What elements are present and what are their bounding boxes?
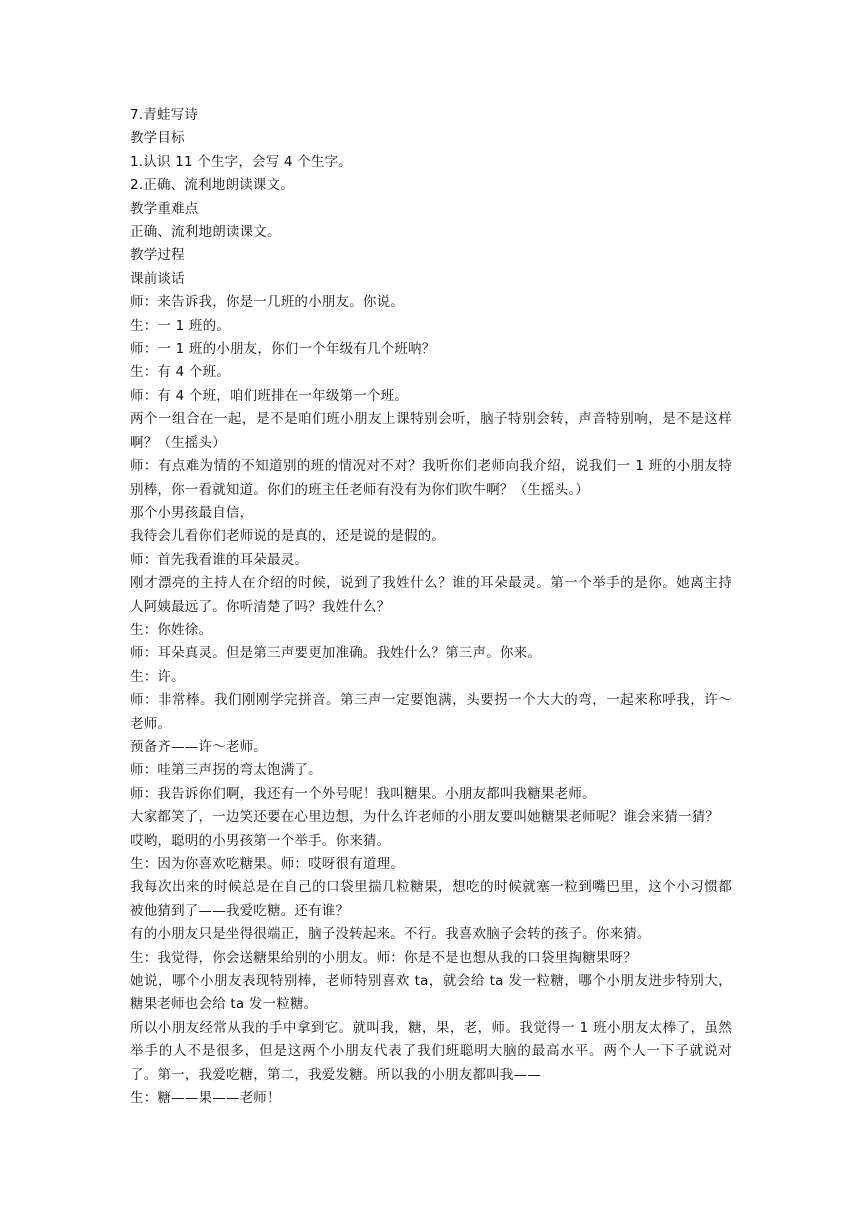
paragraph: 生：我觉得，你会送糖果给别的小朋友。师：你是不是也想从我的口袋里掏糖果呀？ (130, 949, 637, 966)
paragraph: 生：因为你喜欢吃糖果。师：哎呀很有道理。 (130, 856, 404, 872)
paragraph: 课前谈话 (130, 270, 185, 287)
paragraph: 生：许。 (130, 668, 185, 685)
paragraph: 教学重难点 (130, 200, 199, 217)
paragraph: 我每次出来的时候总是在自己的口袋里揣几粒糖果，想吃的时候就塞一粒到嘴巴里，这个小习惯都被他猜到了——我爱吃糖。还有谁？ (130, 879, 732, 919)
paragraph: 生：糖——果——老师！ (130, 1090, 281, 1107)
paragraph: 师：我告诉你们啊，我还有一个外号呢！我叫糖果。小朋友都叫我糖果老师。 (130, 785, 596, 802)
paragraph: 师：耳朵真灵。但是第三声要更加准确。我姓什么？第三声。你来。 (130, 645, 541, 662)
paragraph: 大家都笑了，一边笑还要在心里边想，为什么许老师的小朋友要叫她糖果老师呢？谁会来猜一猜？ (130, 809, 720, 826)
paragraph: 生：你姓徐。 (130, 621, 213, 638)
document-body (130, 104, 732, 1110)
paragraph: 生：一 1 班的。 (130, 317, 230, 334)
paragraph: 她说，哪个小朋友表现特别棒，老师特别喜欢 ta，就会给 ta 发一粒糖，哪个小朋友进步特别大，糖果老师也会给 ta 发一粒糖。 (130, 973, 732, 1013)
paragraph: 师：首先我看谁的耳朵最灵。 (130, 551, 309, 568)
paragraph: 师：一 1 班的小朋友，你们一个年级有几个班呐？ (130, 341, 436, 358)
paragraph: 所以小朋友经常从我的手中拿到它。就叫我，糖，果，老，师。我觉得一 1 班小朋友太棒了，虽然举手的人不是很多，但是这两个小朋友代表了我们班聪明大脑的最高水平。两个人一下子就说对了。第一，我爱吃糖，第二，我爱发糖。所以我的小朋友都叫我—— (130, 1019, 732, 1083)
paragraph: 教学过程 (130, 247, 185, 264)
document-title: 7.青蛙写诗 (130, 107, 199, 123)
paragraph: 有的小朋友只是坐得很端正，脑子没转起来。不行。我喜欢脑子会转的孩子。你来猜。 (130, 926, 651, 943)
paragraph: 生：有 4 个班。 (130, 364, 230, 381)
paragraph: 师：有 4 个班，咱们班排在一年级第一个班。 (130, 387, 409, 404)
paragraph: 教学目标 (130, 130, 185, 147)
paragraph: 预备齐——许～老师。 (130, 738, 267, 755)
paragraph: 师：非常棒。我们刚刚学完拼音。第三声一定要饱满，头要拐一个大大的弯，一起来称呼我，许～老师。 (130, 692, 732, 732)
paragraph: 师：哇第三声拐的弯太饱满了。 (130, 762, 322, 779)
paragraph: 我待会儿看你们老师说的是真的，还是说的是假的。 (130, 528, 446, 545)
paragraph: 哎哟，聪明的小男孩第一个举手。你来猜。 (130, 832, 391, 849)
paragraph: 1.认识 11 个生字，会写 4 个生字。 (130, 153, 353, 170)
paragraph: 正确、流利地朗读课文。 (130, 224, 281, 241)
paragraph: 2.正确、流利地朗读课文。 (130, 177, 294, 194)
paragraph: 那个小男孩最自信， (130, 504, 254, 521)
paragraph: 两个一组合在一起，是不是咱们班小朋友上课特别会听，脑子特别会转，声音特别响，是不是这样啊？（生摇头） (130, 411, 732, 451)
paragraph: 刚才漂亮的主持人在介绍的时候，说到了我姓什么？谁的耳朵最灵。第一个举手的是你。她离主持人阿姨最远了。你听清楚了吗？我姓什么？ (130, 575, 732, 615)
paragraph: 师：来告诉我，你是一几班的小朋友。你说。 (130, 294, 404, 311)
paragraph: 师：有点难为情的不知道别的班的情况对不对？我听你们老师向我介绍，说我们一 1 班的小朋友特别棒，你一看就知道。你们的班主任老师有没有为你们吹牛啊？（生摇头。） (130, 458, 732, 498)
